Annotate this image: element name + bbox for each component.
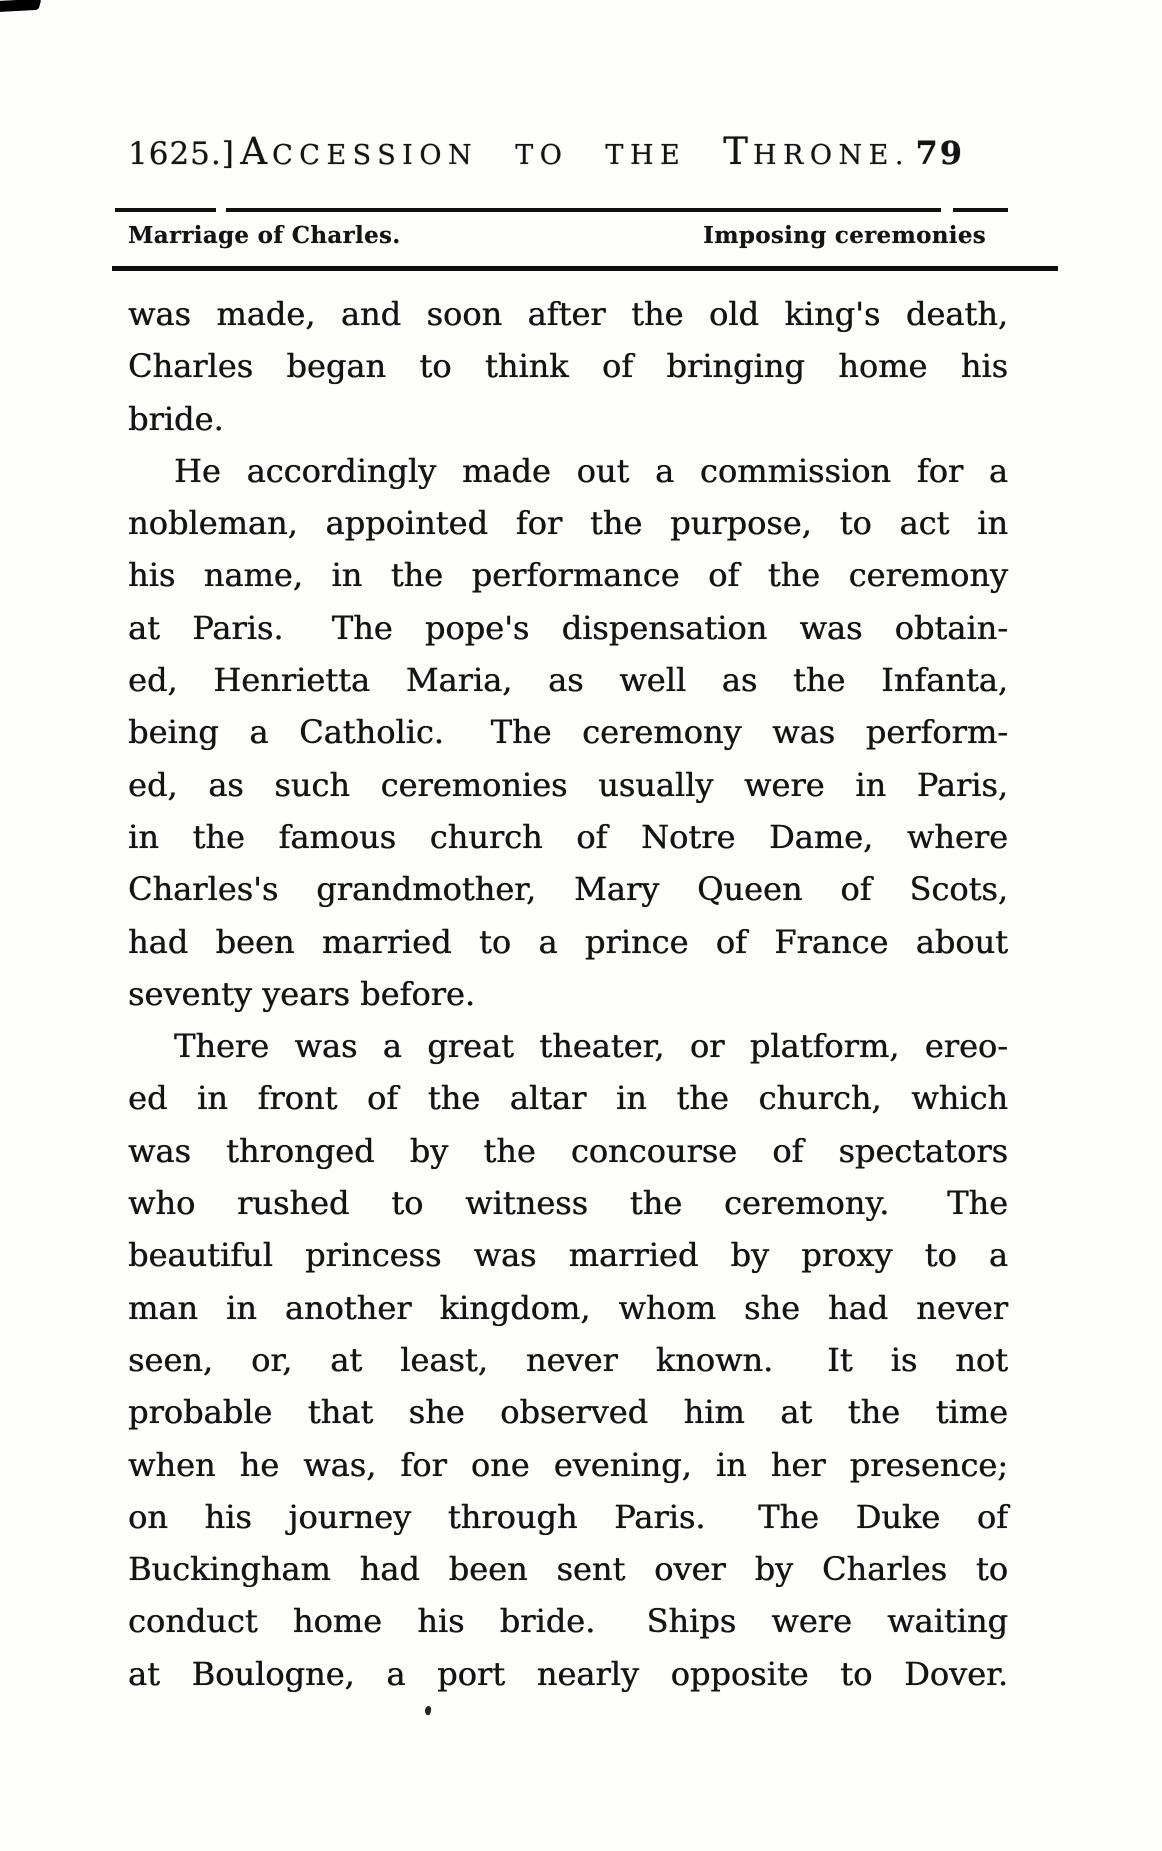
text-line: had been married to a prince of France about: [128, 922, 1008, 961]
header-year: 1625.]: [128, 136, 235, 172]
text-line: ed, Henrietta Maria, as well as the Infanta,: [128, 661, 1008, 700]
text-line: Charles began to think of bringing home his: [128, 347, 1008, 386]
text-line: was made, and soon after the old king's death,: [128, 295, 1008, 333]
scan-smudge: [0, 0, 41, 12]
title-segment: CCESSION: [272, 140, 479, 171]
section-subheads: [128, 222, 986, 249]
text-line: at Paris. The pope's dispensation was obtain-: [128, 608, 1008, 647]
text-line: seen, or, at least, never known. It is not: [128, 1340, 1008, 1379]
text-line: beautiful princess was married by proxy to a: [128, 1236, 1008, 1275]
text-line: his name, in the performance of the ceremony: [128, 556, 1008, 595]
text-line: man in another kingdom, whom she had never: [128, 1288, 1008, 1327]
header-rule-top: [115, 208, 1008, 212]
scan-speck: [424, 1705, 432, 1715]
text-line: ed, as such ceremonies usually were in Paris,: [128, 765, 1008, 804]
text-line: who rushed to witness the ceremony. The: [128, 1184, 1008, 1223]
subhead-right: Imposing ceremonies: [703, 222, 986, 249]
title-segment: A: [240, 130, 273, 173]
text-line: seventy years before.: [128, 974, 476, 1013]
text-line: conduct home his bride. Ships were waiting: [128, 1602, 1008, 1641]
text-line: in the famous church of Notre Dame, where: [128, 817, 1008, 856]
text-line: There was a great theater, or platform, ereo-: [174, 1027, 1008, 1066]
title-segment: HRONE.: [752, 140, 910, 171]
title-segment: T: [723, 130, 753, 173]
page-title: [240, 130, 910, 173]
text-line: Buckingham had been sent over by Charles to: [128, 1550, 1008, 1589]
text-line: being a Catholic. The ceremony was perform-: [128, 713, 1008, 752]
text-line: at Boulogne, a port nearly opposite to Dover.: [128, 1654, 1008, 1693]
text-line: on his journey through Paris. The Duke of: [128, 1497, 1008, 1536]
text-line: probable that she observed him at the time: [128, 1393, 1008, 1432]
text-line: was thronged by the concourse of spectators: [128, 1131, 1008, 1170]
text-line: nobleman, appointed for the purpose, to act in: [128, 504, 1008, 543]
text-line: ed in front of the altar in the church, which: [128, 1079, 1008, 1118]
page-number: 79: [915, 134, 964, 172]
text-line: bride.: [128, 399, 224, 438]
text-line: when he was, for one evening, in her presence;: [128, 1445, 1008, 1484]
header-rule-bottom: [112, 266, 1058, 271]
running-head: [128, 130, 964, 173]
subhead-left: Marriage of Charles.: [128, 222, 401, 249]
page-body: [128, 288, 1008, 1700]
text-line: Charles's grandmother, Mary Queen of Scots,: [128, 870, 1008, 909]
text-line: He accordingly made out a commission for a: [174, 451, 1008, 490]
title-segment: TO THE: [478, 140, 724, 171]
